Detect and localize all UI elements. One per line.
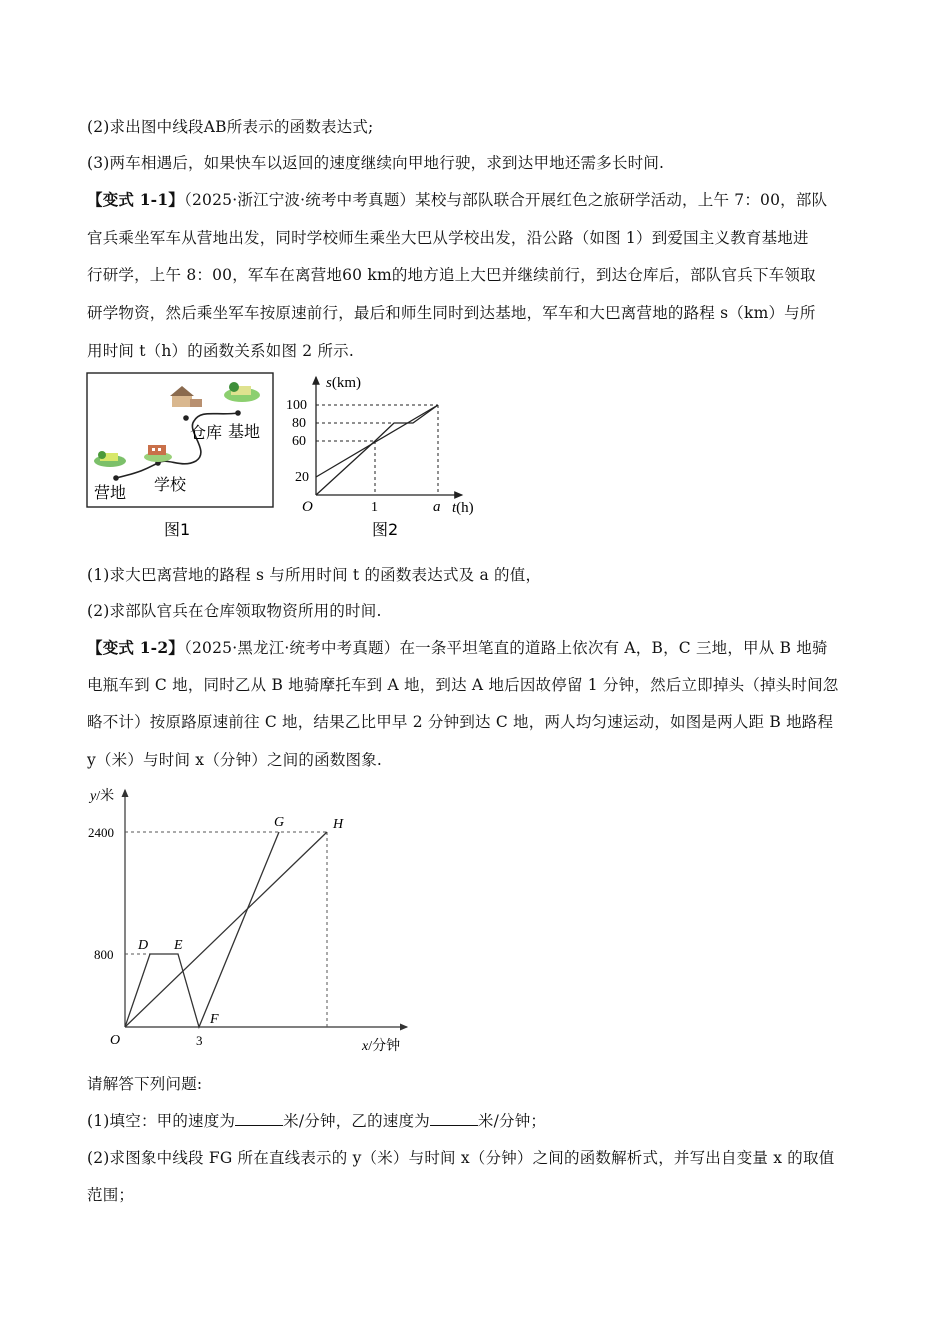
label-warehouse: 仓库 (190, 423, 223, 442)
variant-1-2-line-1: 【变式 1-2】（2025·黑龙江·统考中考真题）在一条平坦笔直的道路上依次有 A，B，C 三地，甲从 B 地骑 (87, 638, 828, 657)
variant-1-2-part-2: (2)求图象中线段 FG 所在直线表示的 y（米）与时间 x（分钟）之间的函数解析式，并写出自变量 x 的取值 (87, 1149, 835, 1167)
x-axis-label: t(h) (452, 500, 474, 516)
graph-xtick-3: 3 (196, 1033, 203, 1048)
variant-1-2-line-2: 电瓶车到 C 地，同时乙从 B 地骑摩托车到 A 地，到达 A 地后因故停留 1 分钟，然后立即掉头（掉头时间忽 (87, 676, 839, 694)
graph-ytick-800: 800 (94, 947, 114, 962)
figure-2-graph (282, 371, 487, 546)
figure-1-map (86, 371, 278, 543)
question-part-2: (2)求出图中线段AB所表示的函数表达式; (87, 118, 374, 136)
graph-origin: O (110, 1033, 121, 1048)
variant-1-1-line-3: 行研学，上午 8：00，军车在离营地60 km的地方追上大巴并继续前行，到达仓库后，部队官兵下车领取 (87, 266, 816, 284)
variant-1-1-part-1: (1)求大巴离营地的路程 s 与所用时间 t 的函数表达式及 a 的值， (87, 566, 542, 584)
base-icon (224, 382, 260, 402)
point-G: G (274, 815, 285, 830)
variant-1-1-line-2: 官兵乘坐军车从营地出发，同时学校师生乘坐大巴从学校出发，沿公路（如图 1）到爱国主义教育基地进 (87, 229, 809, 247)
variant-1-2-part-1: (1)填空：甲的速度为 米/分钟，乙的速度为 米/分钟； (87, 1112, 547, 1130)
question-part-3: (3)两车相遇后，如果快车以返回的速度继续向甲地行驶，求到达甲地还需多长时间. (87, 154, 665, 172)
variant-1-2-line-3: 略不计）按原路原速前往 C 地，结果乙比甲早 2 分钟到达 C 地，两人均匀速运动，如图是两人距 B 地路程 (87, 713, 834, 731)
origin-label: O (302, 499, 313, 515)
ytick-80: 80 (292, 416, 306, 431)
point-D: D (138, 938, 149, 953)
answer-blank-1[interactable] (235, 1110, 283, 1126)
variant-1-1-line-5: 用时间 t（h）的函数关系如图 2 所示. (87, 342, 354, 360)
label-base: 基地 (228, 422, 261, 441)
graph-y-label: y/米 (90, 789, 115, 804)
ytick-20: 20 (295, 470, 309, 485)
variant-1-1-line-4: 研学物资，然后乘坐军车按原速前行，最后和师生同时到达基地，军车和大巴离营地的路程 s（km）与所 (87, 304, 816, 322)
graph-x-label: x/分钟 (362, 1039, 401, 1054)
xtick-1: 1 (371, 500, 378, 515)
variant-1-1-line-1: 【变式 1-1】（2025·浙江宁波·统考中考真题）某校与部队联合开展红色之旅研学活动，上午 7：00，部队 (87, 190, 828, 209)
xtick-a: a (433, 499, 441, 515)
variant-1-2-part-2-cont: 范围； (87, 1186, 135, 1204)
instruction: 请解答下列问题: (87, 1075, 203, 1093)
y-axis-label: s(km) (326, 375, 362, 391)
warehouse-icon (170, 386, 202, 407)
variant-1-1-part-2: (2)求部队官兵在仓库领取物资所用的时间. (87, 602, 382, 620)
graph-ytick-2400: 2400 (88, 825, 114, 840)
point-E: E (174, 938, 183, 953)
school-icon (144, 445, 172, 462)
distance-time-graph (84, 780, 424, 1060)
label-camp: 营地 (94, 483, 127, 502)
ytick-100: 100 (286, 398, 307, 413)
figure-1-caption: 图1 (164, 520, 191, 539)
ytick-60: 60 (292, 434, 306, 449)
camp-icon (94, 451, 126, 467)
variant-1-1-tag: 【变式 1-1】 (87, 190, 184, 209)
variant-1-2-tag: 【变式 1-2】 (87, 638, 184, 657)
point-F: F (210, 1012, 219, 1027)
answer-blank-2[interactable] (430, 1110, 478, 1126)
figure-2-caption: 图2 (372, 520, 399, 539)
variant-1-2-line-4: y（米）与时间 x（分钟）之间的函数图象. (87, 751, 383, 769)
point-H: H (333, 817, 344, 832)
label-school: 学校 (154, 475, 187, 494)
